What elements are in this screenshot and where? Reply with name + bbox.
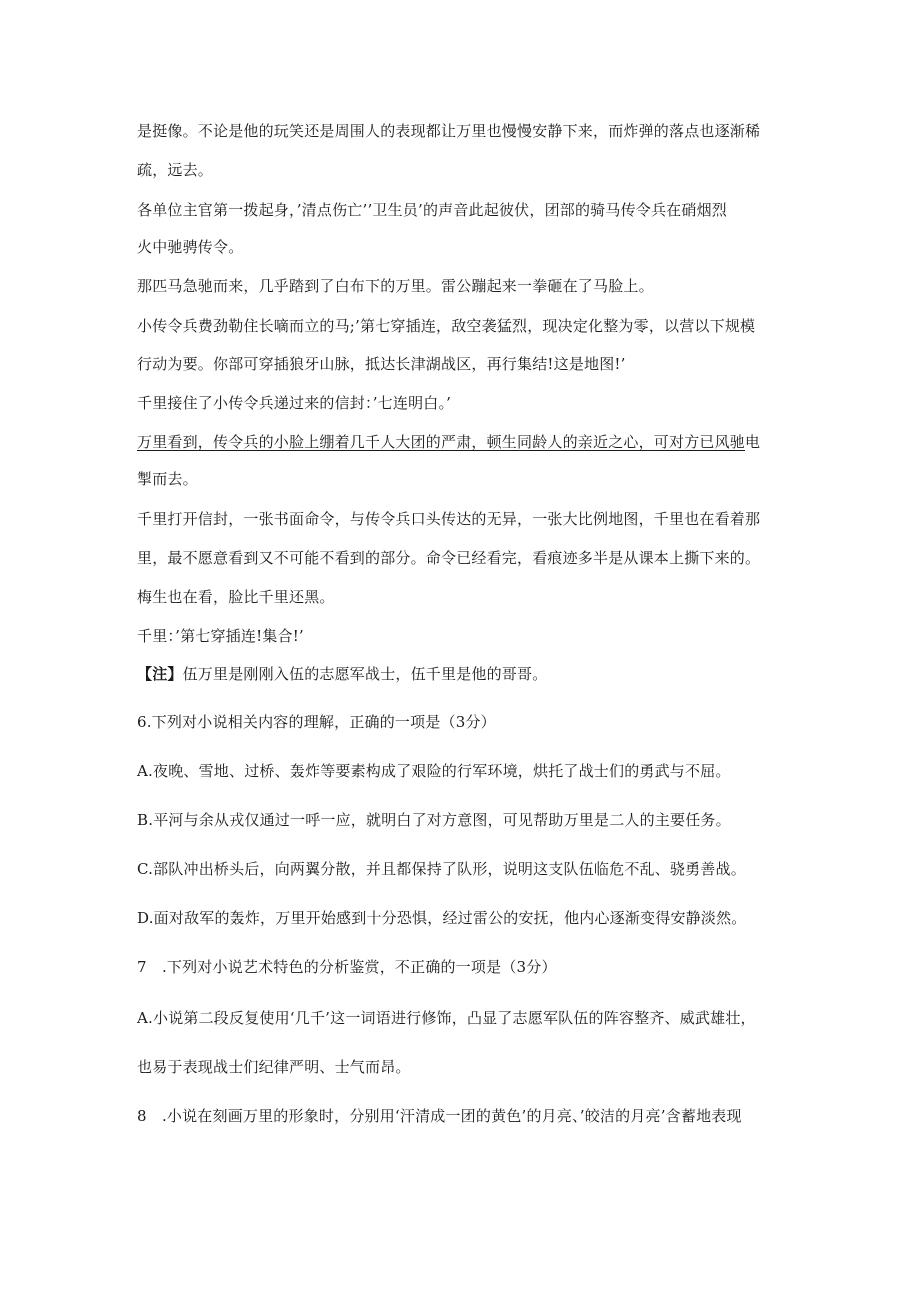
passage-line: 小传令兵费劲勒住长嘀而立的马;’第七穿插连，敌空袭猛烈，现决定化整为零，以营以下规模: [137, 317, 756, 335]
passage-line: 千里打开信封，一张书面命令，与传令兵口头传达的无异，一张大比例地图，千里也在看着那: [137, 510, 761, 528]
passage-line: 各单位主官第一拨起身，’清点伤亡’’卫生员’的声音此起彼伏，团部的骑马传令兵在硝烟烈: [137, 201, 727, 219]
passage-line: 是挺像。不论是他的玩笑还是周围人的表现都让万里也慢慢安静下来，而炸弹的落点也逐渐稀: [137, 122, 761, 140]
passage-line: 那匹马急驰而来，几乎踏到了白布下的万里。雷公蹦起来一拳砸在了马脸上。: [137, 277, 654, 295]
note-text: 伍万里是刚刚入伍的志愿军战士，伍千里是他的哥哥。: [182, 665, 548, 683]
passage-line-underlined: [137, 432, 760, 452]
question-6-option-d: D.面对敌军的轰炸，万里开始感到十分恐惧，经过雷公的安抚，他内心逐渐变得安静淡然。: [137, 909, 747, 927]
passage-line: 千里：’第七穿插连!集合!’: [137, 627, 304, 645]
passage-line: 梅生也在看，脸比千里还黑。: [137, 588, 335, 606]
passage-line: 行动为要。你部可穿插狼牙山脉，抵达长津湖战区，再行集结!这是地图!’: [137, 355, 626, 373]
question-7-option-a: A.小说第二段反复使用‘几千’这一词语进行修饰，凸显了志愿军队伍的阵容整齐、威武雄壮，: [137, 1009, 756, 1027]
question-6-option-b: B.平河与余从戎仅通过一呼一应，就明白了对方意图，可见帮助万里是二人的主要任务。: [137, 811, 731, 829]
question-6-option-c: C.部队冲出桥头后，向两翼分散，并且都保持了队形，说明这支队伍临危不乱、骁勇善战。: [137, 860, 746, 878]
question-6-stem: 6.下列对小说相关内容的理解，正确的一项是（3分）: [137, 713, 496, 731]
passage-line: 疏，远去。: [137, 161, 214, 179]
question-6-option-a: A.夜晚、雪地、过桥、轰炸等要素构成了艰险的行军环境，烘托了战士们的勇武与不屈。: [137, 762, 731, 780]
note-line: [137, 664, 547, 684]
question-7-option-a-cont: 也易于表现战士们纪律严明、士气而昂。: [137, 1058, 411, 1076]
question-7-stem: 7 .下列对小说艺术特色的分析鉴赏，不正确的一项是（3分）: [137, 958, 557, 976]
question-8-stem: 8 .小说在刻画万里的形象时，分别用‘汗清成一团的黄色’的月亮、’皎洁的月亮’含蓄地表现: [137, 1107, 742, 1125]
passage-line: 掣而去。: [137, 470, 198, 488]
passage-line: 千里接住了小传令兵递过来的信封：’七连明白。’: [137, 394, 452, 412]
underlined-sentence: 万里看到，传令兵的小脸上绷着几千人大团的严肃，顿生同龄人的亲近之心，可对方已风驰: [137, 433, 746, 451]
sentence-tail: 电: [745, 433, 761, 451]
passage-line: 里，最不愿意看到又不可能不看到的部分。命令已经看完，看痕迹多半是从课本上撕下来的。: [137, 549, 761, 567]
passage-line: 火中驰骋传令。: [137, 238, 244, 256]
note-tag: 【注】: [137, 665, 183, 683]
